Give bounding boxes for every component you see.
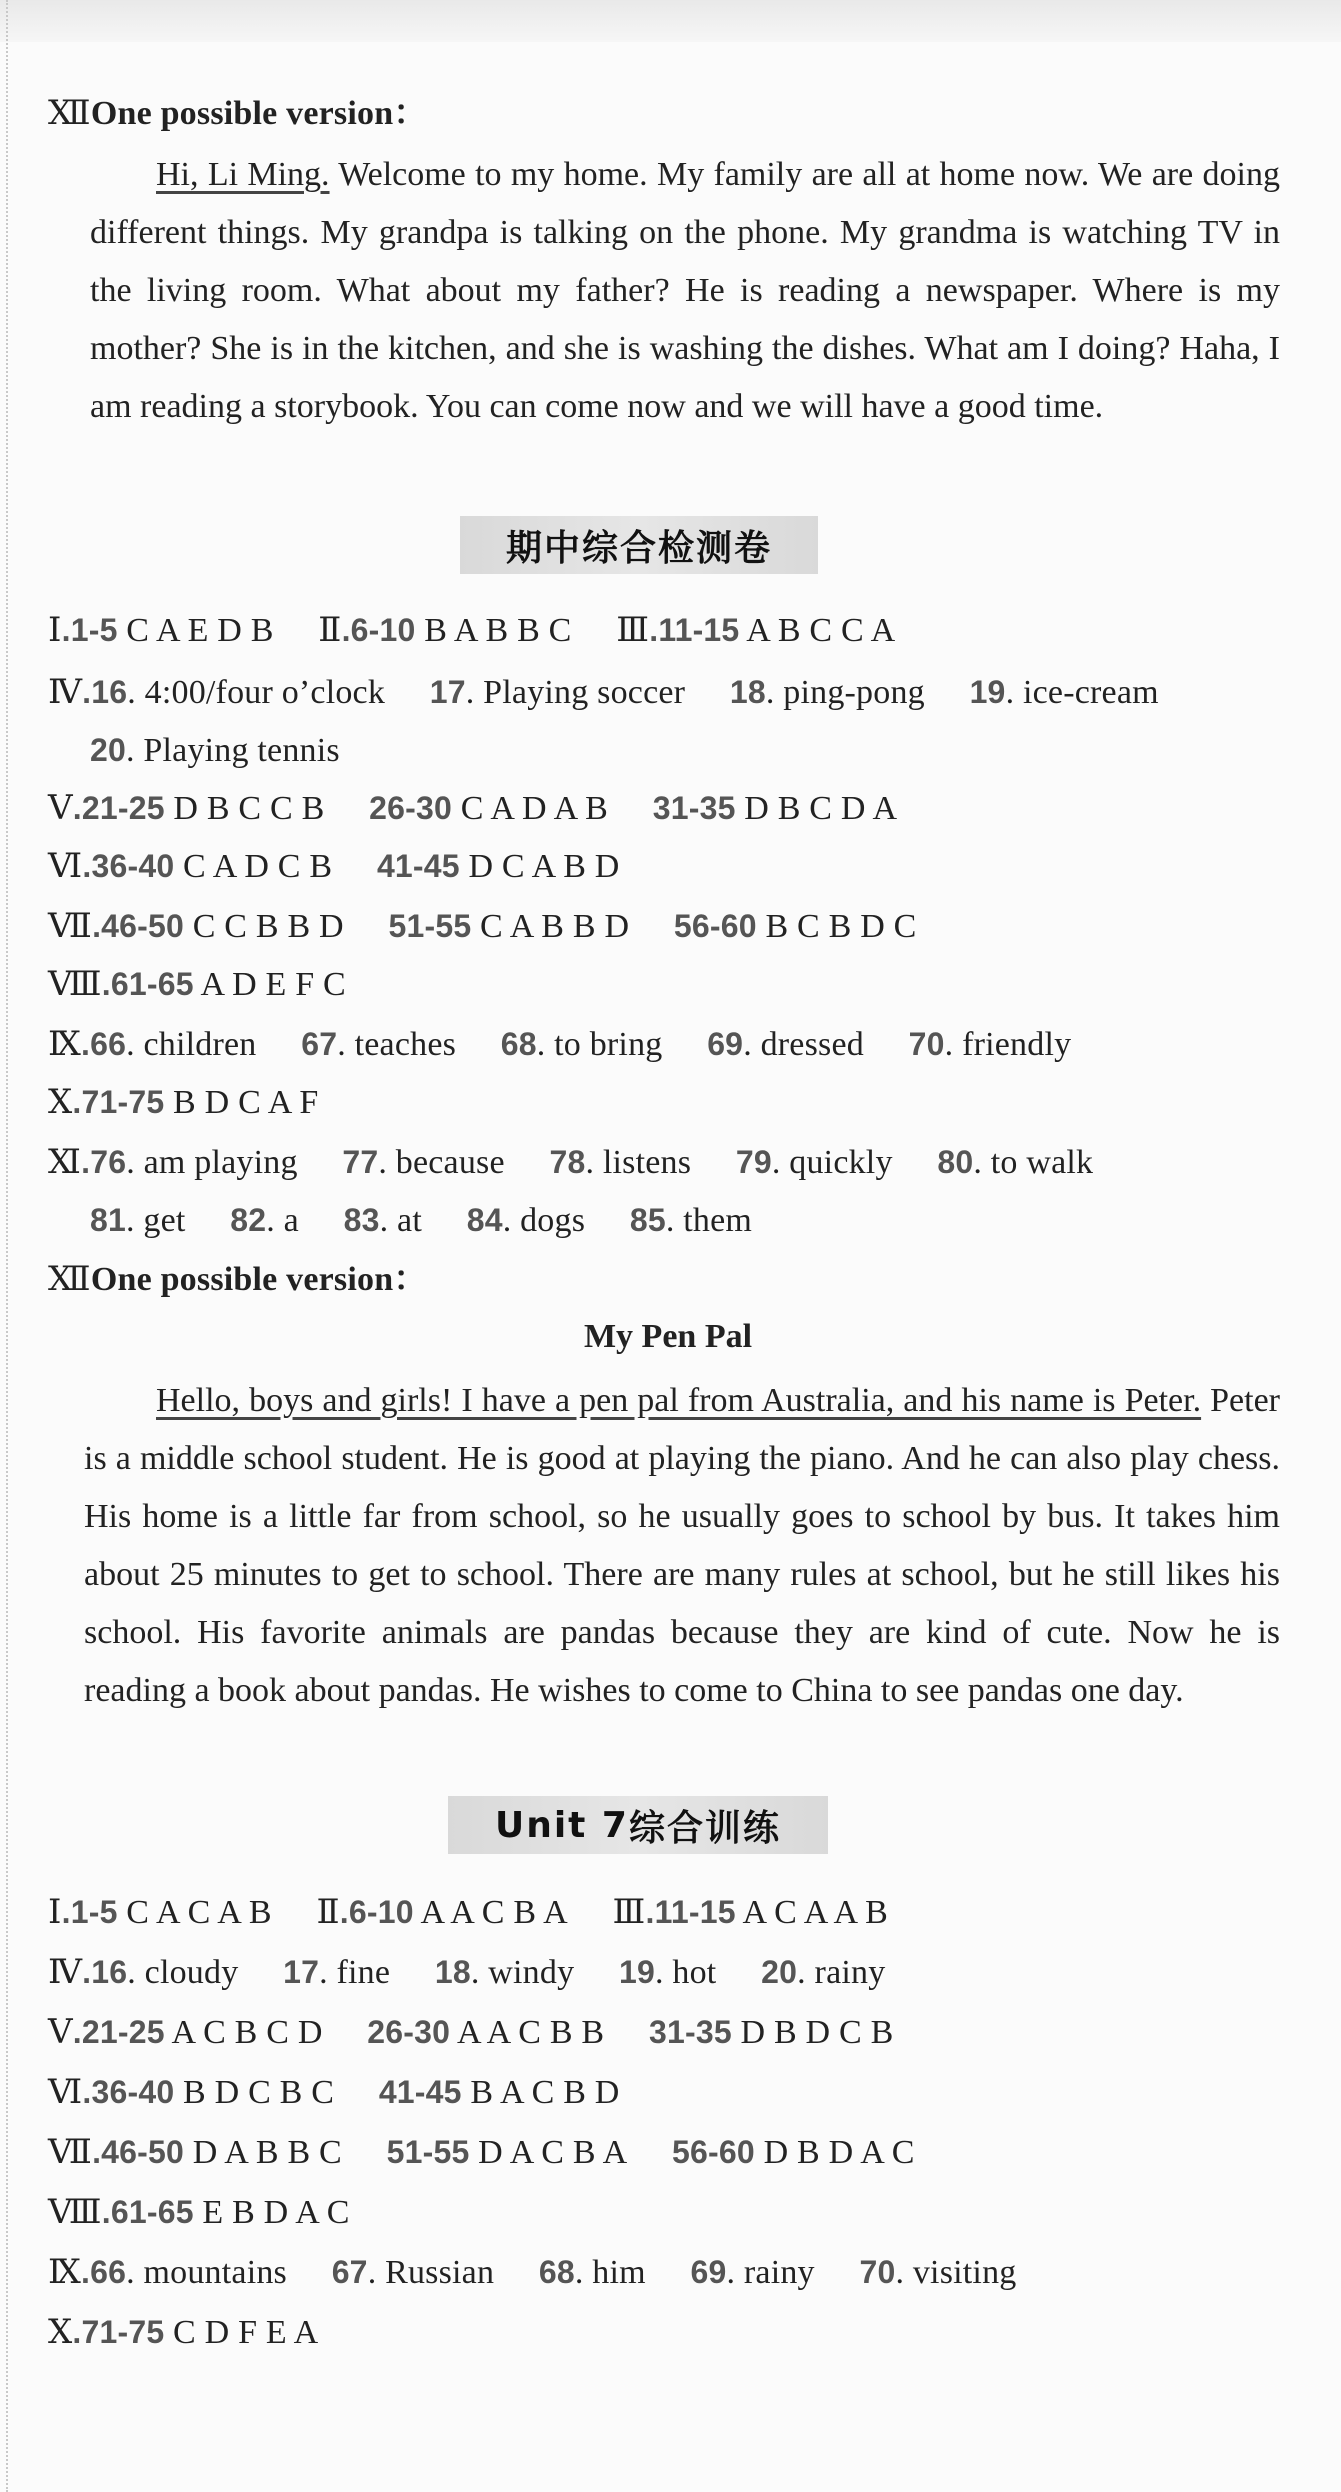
u7-answer-row-9 <box>48 2250 1016 2295</box>
page-top-shade <box>0 0 1341 42</box>
roman-numeral: Ⅰ <box>48 612 62 649</box>
section-banner-midterm: 期中综合检测卷 <box>460 516 818 574</box>
section-banner-unit7 <box>448 1796 828 1854</box>
essay-body: Welcome to my home. My family are all at home now. We are doing different things. My grandpa is talking on the phone. My grandma is watching TV in the living room. What about my father? He is reading a newspaper. Where is my mother? She is in the kitchen, and she is washing the dishes. What am I doing? Haha, I am reading a storybook. You can come now and we will have a good time. <box>90 156 1280 425</box>
roman-numeral: Ⅱ <box>316 1894 340 1931</box>
u7-answer-row-5 <box>48 2010 893 2055</box>
item-number: 82 <box>230 1202 267 1238</box>
roman-numeral: Ⅸ <box>48 2254 82 2291</box>
item-range: .1-5 <box>61 1894 118 1930</box>
item-number: 67 <box>301 1026 338 1062</box>
answers: C A D A B <box>452 790 609 827</box>
answer-row-5 <box>48 786 897 831</box>
answers: B A B B C <box>415 612 572 649</box>
roman-numeral: Ⅵ <box>48 848 83 885</box>
item-number: 84 <box>466 1202 503 1238</box>
answers: B C B D C <box>756 908 917 945</box>
item-range: .1-5 <box>61 612 118 648</box>
item-range: .61-65 <box>101 966 194 1002</box>
answer-text: . mountains <box>126 2254 287 2291</box>
roman-numeral: Ⅴ <box>48 2014 73 2051</box>
banner-title: 综合训练 <box>628 1807 781 1849</box>
answer-text: . teaches <box>337 1026 457 1063</box>
item-number: 69 <box>707 1026 744 1062</box>
roman-numeral: Ⅷ <box>48 2194 102 2231</box>
roman-numeral: Ⅲ <box>616 612 650 649</box>
answer-text: . to walk <box>973 1144 1094 1181</box>
item-range: 56-60 <box>672 2134 755 2170</box>
item-number: 79 <box>735 1144 772 1180</box>
item-number: 20 <box>761 1954 798 1990</box>
answers: A C A A B <box>735 1894 888 1931</box>
answer-text: . them <box>665 1202 753 1239</box>
answer-text: . hot <box>654 1954 717 1991</box>
item-range: 31-35 <box>648 2014 732 2050</box>
roman-numeral: Ⅷ <box>48 966 102 1003</box>
answers: A B C C A <box>739 612 896 649</box>
roman-numeral: Ⅴ <box>48 790 73 827</box>
binding-edge <box>0 0 8 2492</box>
item-range: .36-40 <box>82 848 175 884</box>
answer-row-9 <box>48 1022 1071 1067</box>
item-number: 17 <box>283 1954 320 1990</box>
item-range: .6-10 <box>339 1894 414 1930</box>
section-label: One possible version： <box>90 95 428 132</box>
answer-text: . am playing <box>126 1144 298 1181</box>
answer-text: . a <box>266 1202 299 1239</box>
answers: B D C A F <box>164 1084 319 1121</box>
answer-row-8 <box>48 962 346 1007</box>
banner-unit-label: Unit 7 <box>494 1804 629 1846</box>
answers: A A C B A <box>413 1894 568 1931</box>
answer-text: . rainy <box>797 1954 886 1991</box>
answer-text: . ice-cream <box>1005 674 1159 711</box>
u7-answer-row-10 <box>48 2310 318 2355</box>
essay-paragraph-2 <box>84 1372 1280 1720</box>
answer-row-12 <box>48 1258 428 1302</box>
item-number: .16 <box>82 674 128 710</box>
item-range: 51-55 <box>388 908 472 944</box>
item-number: 77 <box>342 1144 379 1180</box>
essay-body: Peter is a middle school student. He is good at playing the piano. And he can also play chess. His home is a little far from school, so he usually goes to school by bus. It takes him about 25 minutes to get to school. There are many rules at school, but he still likes his school. His favorite animals are pandas because they are kind of cute. Now he is reading a book about pandas. He wishes to come to China to see pandas one day. <box>84 1382 1280 1709</box>
roman-numeral: Ⅺ <box>48 1144 82 1181</box>
answer-row-10 <box>48 1080 318 1125</box>
item-number: 19 <box>618 1954 655 1990</box>
answer-text: . Playing tennis <box>126 732 340 769</box>
item-number: 68 <box>500 1026 537 1062</box>
item-range: .46-50 <box>92 2134 185 2170</box>
essay-title: My Pen Pal <box>583 1318 753 1355</box>
item-number: .16 <box>82 1954 128 1990</box>
essay-opening: Hello, boys and girls! I have a pen pal from Australia, and his name is Peter. <box>156 1382 1202 1419</box>
answer-text: . windy <box>470 1954 575 1991</box>
item-range: .11-15 <box>649 612 740 648</box>
item-number: 67 <box>331 2254 368 2290</box>
answer-row-7 <box>48 904 917 949</box>
section-label: One possible version： <box>90 1261 428 1298</box>
section-12-header <box>48 92 428 136</box>
item-number: 70 <box>908 1026 945 1062</box>
item-number: 69 <box>690 2254 727 2290</box>
answers: D A C B A <box>469 2134 628 2171</box>
answers: D B D C B <box>731 2014 894 2051</box>
answers: E B D A C <box>193 2194 350 2231</box>
item-number: 80 <box>937 1144 974 1180</box>
item-range: 56-60 <box>673 908 757 944</box>
answer-text: . listens <box>585 1144 692 1181</box>
item-number: .66 <box>81 1026 127 1062</box>
answer-text: . dressed <box>743 1026 864 1063</box>
item-number: .76 <box>81 1144 127 1180</box>
item-number: 18 <box>434 1954 471 1990</box>
answers: D B C D A <box>735 790 898 827</box>
answer-text: . friendly <box>944 1026 1072 1063</box>
item-number: 70 <box>859 2254 896 2290</box>
roman-numeral: Ⅳ <box>48 1954 83 1991</box>
answers: D B D A C <box>754 2134 915 2171</box>
u7-answer-row-6 <box>48 2070 620 2115</box>
answer-row-11-cont <box>90 1198 752 1243</box>
roman-numeral: Ⅰ <box>48 1894 62 1931</box>
item-range: 51-55 <box>386 2134 470 2170</box>
answer-row-4-cont <box>90 728 340 773</box>
answers: A A C B B <box>450 2014 605 2051</box>
roman-numeral: Ⅱ <box>318 612 342 649</box>
answer-text: . children <box>126 1026 257 1063</box>
roman-numeral: Ⅸ <box>48 1026 82 1063</box>
answer-text: . quickly <box>771 1144 893 1181</box>
item-range: 26-30 <box>367 2014 451 2050</box>
item-number: 20 <box>90 732 126 768</box>
answer-text: . ping-pong <box>765 674 925 711</box>
answers: A D E F C <box>193 966 346 1003</box>
item-number: .66 <box>81 2254 127 2290</box>
roman-numeral: Ⅹ <box>48 2314 73 2351</box>
item-range: .11-15 <box>645 1894 736 1930</box>
answers: D B C C B <box>164 790 325 827</box>
item-number: 17 <box>429 674 466 710</box>
item-number: 78 <box>549 1144 586 1180</box>
answers: B D C B C <box>174 2074 335 2111</box>
u7-answer-row-8 <box>48 2190 350 2235</box>
u7-answer-row-1-3 <box>48 1890 888 1935</box>
roman-numeral: Ⅳ <box>48 674 83 711</box>
essay-paragraph-1 <box>90 146 1280 436</box>
answer-text: . visiting <box>895 2254 1017 2291</box>
answer-text: . Russian <box>367 2254 495 2291</box>
item-range: .71-75 <box>72 2314 165 2350</box>
answer-text: . cloudy <box>127 1954 239 1991</box>
item-number: 83 <box>343 1202 380 1238</box>
item-number: 68 <box>538 2254 575 2290</box>
answer-text: . because <box>378 1144 505 1181</box>
answer-text: . him <box>574 2254 646 2291</box>
item-number: 19 <box>969 674 1006 710</box>
answers: C A D C B <box>174 848 333 885</box>
item-number: 18 <box>729 674 766 710</box>
answer-text: . 4:00/four o’clock <box>127 674 386 711</box>
item-number: 85 <box>629 1202 666 1238</box>
item-range: .21-25 <box>72 2014 165 2050</box>
item-range: 41-45 <box>376 848 460 884</box>
answers: C A E D B <box>117 612 274 649</box>
roman-numeral: Ⅵ <box>48 2074 83 2111</box>
answers: D C A B D <box>459 848 620 885</box>
answers: D A B B C <box>184 2134 342 2171</box>
answer-text: . dogs <box>502 1202 586 1239</box>
answer-text: . to bring <box>536 1026 663 1063</box>
answers: A C B C D <box>164 2014 323 2051</box>
answers: B A C B D <box>461 2074 620 2111</box>
u7-answer-row-7 <box>48 2130 915 2175</box>
answer-text: . at <box>379 1202 422 1239</box>
roman-numeral: Ⅹ <box>48 1084 73 1121</box>
answers: C A B B D <box>471 908 630 945</box>
u7-answer-row-4 <box>48 1950 885 1995</box>
item-range: .36-40 <box>82 2074 175 2110</box>
roman-numeral: Ⅶ <box>48 2134 93 2171</box>
item-range: .71-75 <box>72 1084 165 1120</box>
answers: C A C A B <box>117 1894 272 1931</box>
item-range: .6-10 <box>341 612 416 648</box>
answers: C D F E A <box>164 2314 319 2351</box>
answer-text: . rainy <box>726 2254 815 2291</box>
answer-text: . get <box>126 1202 186 1239</box>
item-range: 41-45 <box>378 2074 462 2110</box>
item-range: 31-35 <box>652 790 736 826</box>
roman-numeral: Ⅲ <box>612 1894 646 1931</box>
item-number: 81 <box>90 1202 126 1238</box>
answer-row-11 <box>48 1140 1093 1185</box>
item-range: 26-30 <box>369 790 453 826</box>
roman-numeral: Ⅻ <box>48 1261 91 1298</box>
essay-opening: Hi, Li Ming. <box>156 156 330 193</box>
roman-numeral: Ⅻ <box>48 95 91 132</box>
answer-row-6 <box>48 844 620 889</box>
answers: C C B B D <box>184 908 344 945</box>
answer-text: . fine <box>319 1954 391 1991</box>
roman-numeral: Ⅶ <box>48 908 93 945</box>
answer-row-1-3 <box>48 608 895 653</box>
item-range: .46-50 <box>92 908 185 944</box>
answer-text: . Playing soccer <box>465 674 686 711</box>
item-range: .61-65 <box>101 2194 194 2230</box>
item-range: .21-25 <box>72 790 165 826</box>
answer-row-4 <box>48 670 1159 715</box>
